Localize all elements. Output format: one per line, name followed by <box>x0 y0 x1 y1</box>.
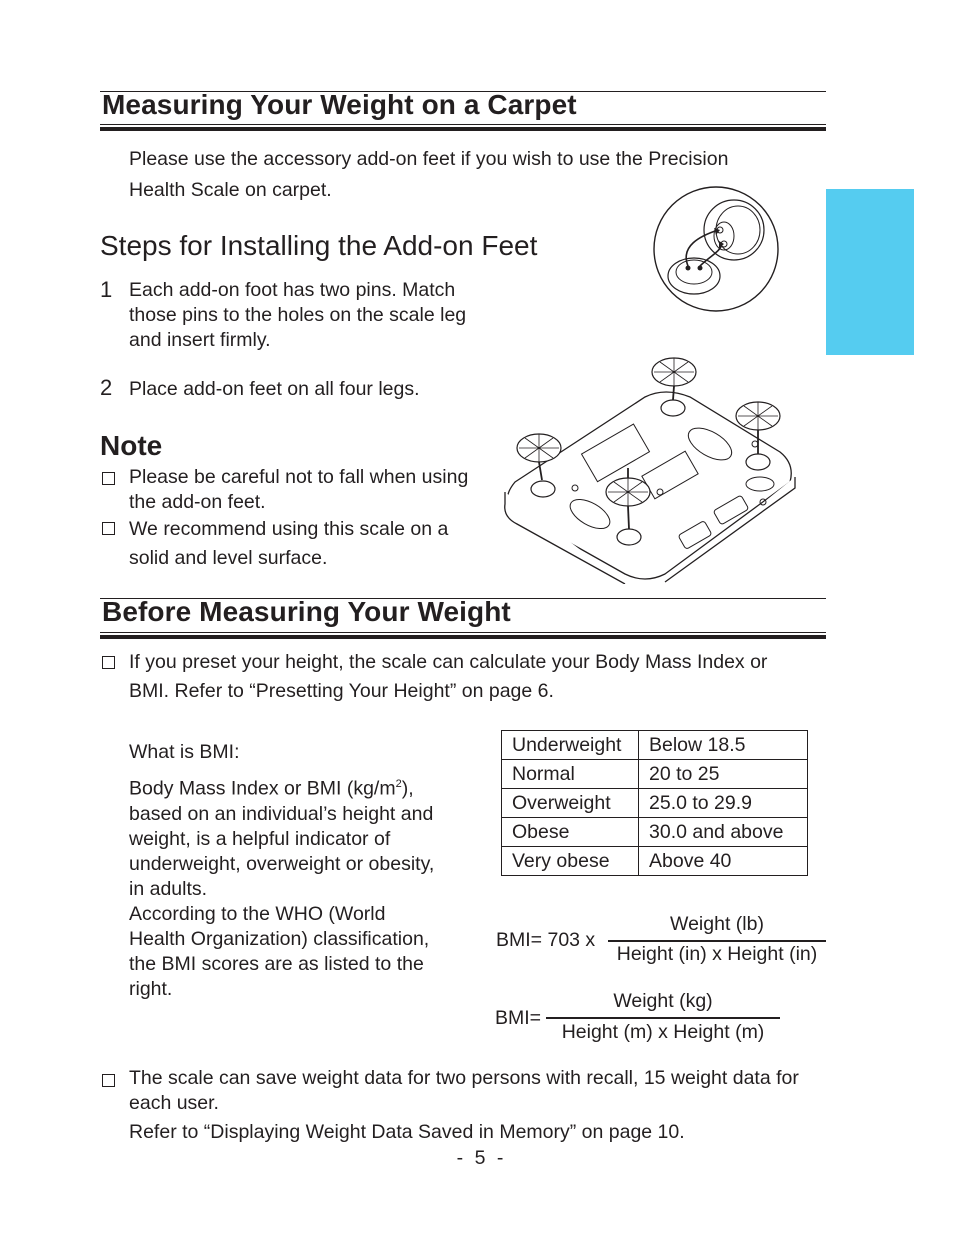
carpet-intro: Please use the accessory add-on feet if you wish to use the Precision Health Scale on carpet. <box>129 148 729 201</box>
checkbox-icon <box>102 1074 115 1087</box>
heading-rule-mid <box>100 632 826 633</box>
checkbox-icon <box>102 656 115 669</box>
step-2-text: Place add-on feet on all four legs. <box>129 378 420 400</box>
section-title-carpet: Measuring Your Weight on a Carpet <box>102 89 577 120</box>
table-row: Overweight 25.0 to 29.9 <box>502 789 808 818</box>
memory-reference: Refer to “Displaying Weight Data Saved in Memory” on page 10. <box>129 1121 685 1143</box>
what-is-bmi-label: What is BMI: <box>129 741 240 763</box>
heading-rule-bottom <box>100 635 826 639</box>
formula-metric-denominator: Height (m) x Height (m) <box>561 1021 765 1043</box>
fraction-line <box>546 1017 780 1019</box>
bmi-classification-table <box>501 730 808 876</box>
checkbox-icon <box>102 522 115 535</box>
heading-rule-bottom <box>100 127 826 131</box>
formula-imperial-prefix: BMI= 703 x <box>496 929 596 951</box>
table-row: Obese 30.0 and above <box>502 818 808 847</box>
note-item-1: Please be careful not to fall when using the add-on feet. <box>129 466 469 513</box>
scale-with-addon-feet-illustration <box>495 352 800 584</box>
bmi-description: Body Mass Index or BMI $(kg/m^2)$, based on an individual’s height and weight, is a helpful indicator of underweight, overweight or obesity, in adults. According to the WHO (World Health Organization) classification, the BMI scores are as listed to the right. <box>129 772 434 1002</box>
addon-foot-closeup-illustration <box>650 186 782 316</box>
heading-rule-mid <box>100 124 826 125</box>
step-number-1: 1 <box>100 277 113 302</box>
step-1-text: Each add-on foot has two pins. Match those pins to the holes on the scale leg and insert firmly. <box>129 279 467 351</box>
bmi-preset-bullet: If you preset your height, the scale can calculate your Body Mass Index or BMI. Refer to “Presetting Your Height” on page 6. <box>129 651 768 702</box>
section-title-before-measuring: Before Measuring Your Weight <box>102 596 511 627</box>
table-row: Normal 20 to 25 <box>502 760 808 789</box>
bmi-description-line1: Body Mass Index or BMI $(kg/m^2)$, <box>129 777 414 800</box>
steps-title: Steps for Installing the Add-on Feet <box>100 230 538 261</box>
formula-imperial-numerator: Weight (lb) <box>670 913 764 935</box>
side-tab <box>826 189 914 355</box>
table-row: Very obese Above 40 <box>502 847 808 876</box>
note-title: Note <box>100 430 163 461</box>
memory-bullet: The scale can save weight data for two persons with recall, 15 weight data for each user. <box>129 1067 799 1114</box>
page-number: - 5 - <box>456 1147 504 1169</box>
formula-metric-prefix: BMI= <box>495 1007 542 1029</box>
note-item-2: We recommend using this scale on a solid and level surface. <box>129 518 449 569</box>
checkbox-icon <box>102 472 115 485</box>
table-row: Underweight Below 18.5 <box>502 731 808 760</box>
formula-imperial-denominator: Height (in) x Height (in) <box>616 943 818 965</box>
step-number-2: 2 <box>100 375 113 400</box>
formula-metric-numerator: Weight (kg) <box>613 990 713 1012</box>
